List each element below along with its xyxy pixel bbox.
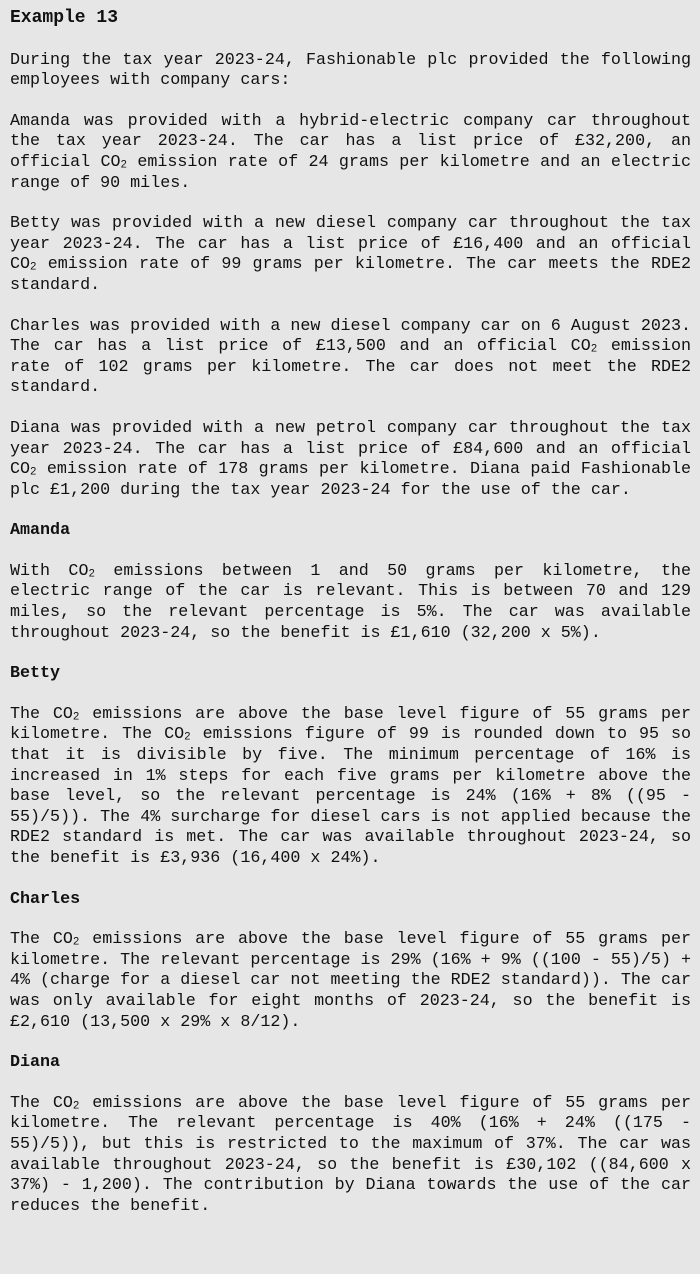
example-title: Example 13 [10,8,119,28]
solution-diana: The $CO_2$ emissions are above the base level figure of 55 grams per kilometre. The relevant percentage is 40% (16% + 24% ((175 - 55)/5)), but this is restricted to the maximum of 37%. The car was available throughout 2023-24, so the benefit is £30,102 ((84,600 x 37%) - 1,200). The contribution by Diana towards the use of the car reduces the benefit. [10,1093,691,1216]
heading-amanda: Amanda [10,521,71,541]
scenario-betty: Betty was provided with a new diesel company car throughout the tax year 2023-24. The car has a list price of £16,400 and an official $CO_2$ emission rate of 99 grams per kilometre. The car meets the RDE2 standard. [10,214,691,295]
heading-charles: Charles [10,889,81,909]
intro-paragraph: During the tax year 2023-24, Fashionable plc provided the following employees with company cars: [10,50,691,91]
scenario-amanda: Amanda was provided with a hybrid-electric company car throughout the tax year 2023-24. The car has a list price of £32,200, an official $CO_2$ emission rate of 24 grams per kilometre and an electric range of 90 miles. [10,111,692,193]
solution-charles: The $CO_2$ emissions are above the base level figure of 55 grams per kilometre. The relevant percentage is 29% (16% + 9% ((100 - 55)/5) + 4% (charge for a diesel car not meeting the RDE2 standard)). The car was only available for eight months of 2023-24, so the benefit is £2,610 (13,500 x 29% x 8/12). [10,930,691,1032]
solution-amanda: With $CO_2$ emissions between 1 and 50 grams per kilometre, the electric range of the car is relevant. This is between 70 and 129 miles, so the relevant percentage is 5%. The car was available throughout 2023-24, so the benefit is £1,610 (32,200 x 5%). [10,561,691,643]
solution-betty: The $CO_2$ emissions are above the base level figure of 55 grams per kilometre. The $CO_2$ emissions figure of 99 is rounded down to 95 so that it is divisible by five. The minimum percentage of 16% is increased in 1% steps for each five grams per kilometre above the base level, so the relevant percentage is 24% (16% + 8% ((95 - 55)/5)). The 4% surcharge for diesel cars is not applied because the RDE2 standard is met. The car was available throughout 2023-24, so the benefit is £3,936 (16,400 x 24%). [10,704,691,868]
heading-diana: Diana [10,1053,61,1073]
heading-betty: Betty [10,664,61,684]
scenario-diana: Diana was provided with a new petrol company car throughout the tax year 2023-24. The car has a list price of £84,600 and an official $CO_2$ emission rate of 178 grams per kilometre. Diana paid Fashionable plc £1,200 during the tax year 2023-24 for the use of the car. [10,418,691,500]
scenario-charles: Charles was provided with a new diesel company car on 6 August 2023. The car has a list price of £13,500 and an official $CO_2$ emission rate of 102 grams per kilometre. The car does not meet the RDE2 standard. [10,316,691,398]
